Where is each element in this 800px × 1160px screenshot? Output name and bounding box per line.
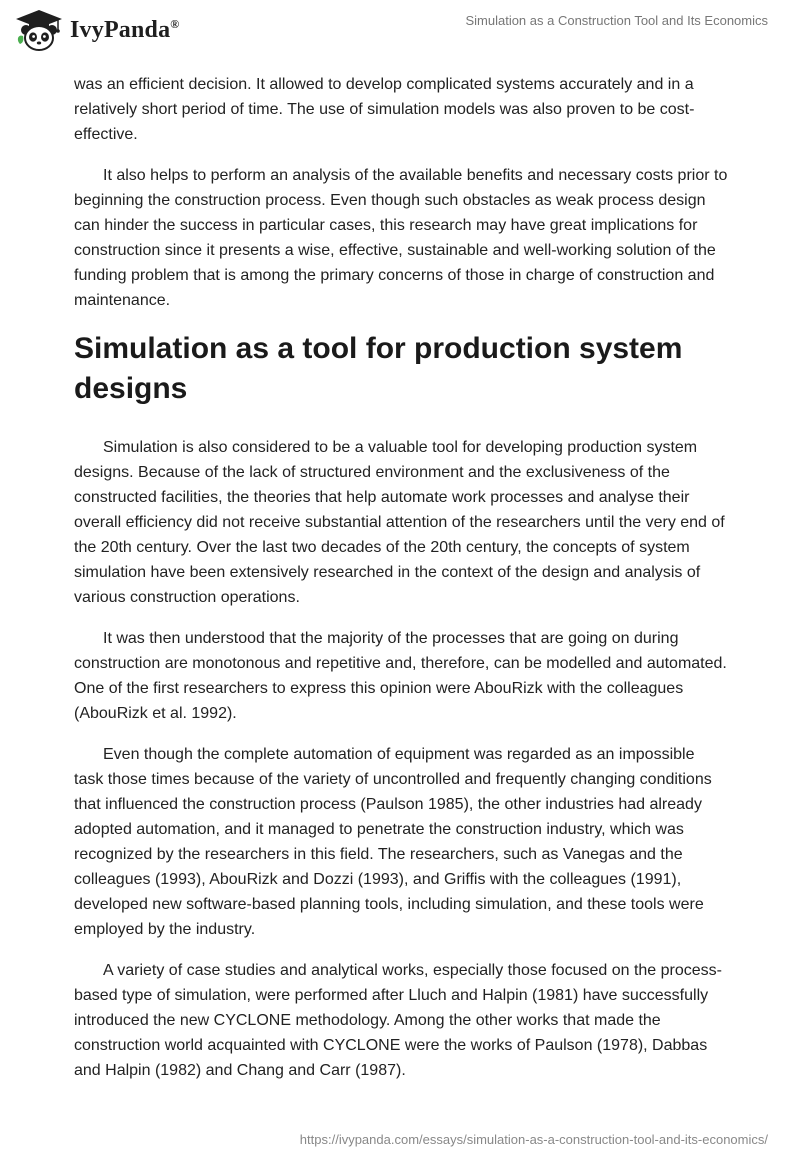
essay-body xyxy=(74,72,728,1099)
paragraph: Simulation is also considered to be a valuable tool for developing production system designs. Because of the lack of structured environment and the exclusiveness of the constructed facilities, the theories that help automate work processes and analyse their overall efficiency did not receive substantial attention of the researchers until the very end of the 20th century. Over the last two decades of the 20th century, the concepts of system simulation have been extensively researched in the context of the design and analysis of various construction operations. xyxy=(74,439,725,606)
page-header xyxy=(0,0,800,62)
paragraph: It also helps to perform an analysis of the available benefits and necessary costs prior to beginning the construction process. Even though such obstacles as weak process design can hinder the success in particular cases, this research may have great implications for construction since it presents a wise, effective, sustainable and well-working solution of the funding problem that is among the primary concerns of those in charge of construction and maintenance. xyxy=(74,167,728,309)
panda-graduate-icon xyxy=(14,8,64,52)
paragraph: It was then understood that the majority of the processes that are going on during construction are monotonous and repetitive and, therefore, can be modelled and automated. One of the first researchers to express this opinion were AbouRizk with the colleagues (AbouRizk et al. 1992). xyxy=(74,630,727,722)
paragraph: A variety of case studies and analytical works, especially those focused on the process-based type of simulation, were performed after Lluch and Halpin (1981) have successfully introduced the new CYCLONE methodology. Among the other works that made the construction world acquainted with CYCLONE were the works of Paulson (1978), Dabbas and Halpin (1982) and Chang and Carr (1987). xyxy=(74,962,722,1079)
section-heading: Simulation as a tool for production system designs xyxy=(74,332,683,405)
paragraph: was an efficient decision. It allowed to develop complicated systems accurately and in a relatively short period of time. The use of simulation models was also proven to be cost-effective. xyxy=(74,76,695,143)
paragraph: Even though the complete automation of equipment was regarded as an impossible task those times because of the variety of uncontrolled and frequently changing conditions that influenced the construction process (Paulson 1985), the other industries had already adopted automation, and it managed to penetrate the construction industry, which was recognized by the researchers in this field. The researchers, such as Vanegas and the colleagues (1993), AbouRizk and Dozzi (1993), and Griffis with the colleagues (1991), developed new software-based planning tools, including simulation, and these tools were employed by the industry. xyxy=(74,746,712,938)
registered-mark: ® xyxy=(170,16,180,31)
brand-name: IvyPanda® xyxy=(70,16,180,43)
document-title: Simulation as a Construction Tool and Its Economics xyxy=(465,13,768,28)
ivypanda-logo[interactable] xyxy=(14,8,179,52)
source-url-link[interactable]: https://ivypanda.com/essays/simulation-as-a-construction-tool-and-its-economics/ xyxy=(299,1132,768,1147)
